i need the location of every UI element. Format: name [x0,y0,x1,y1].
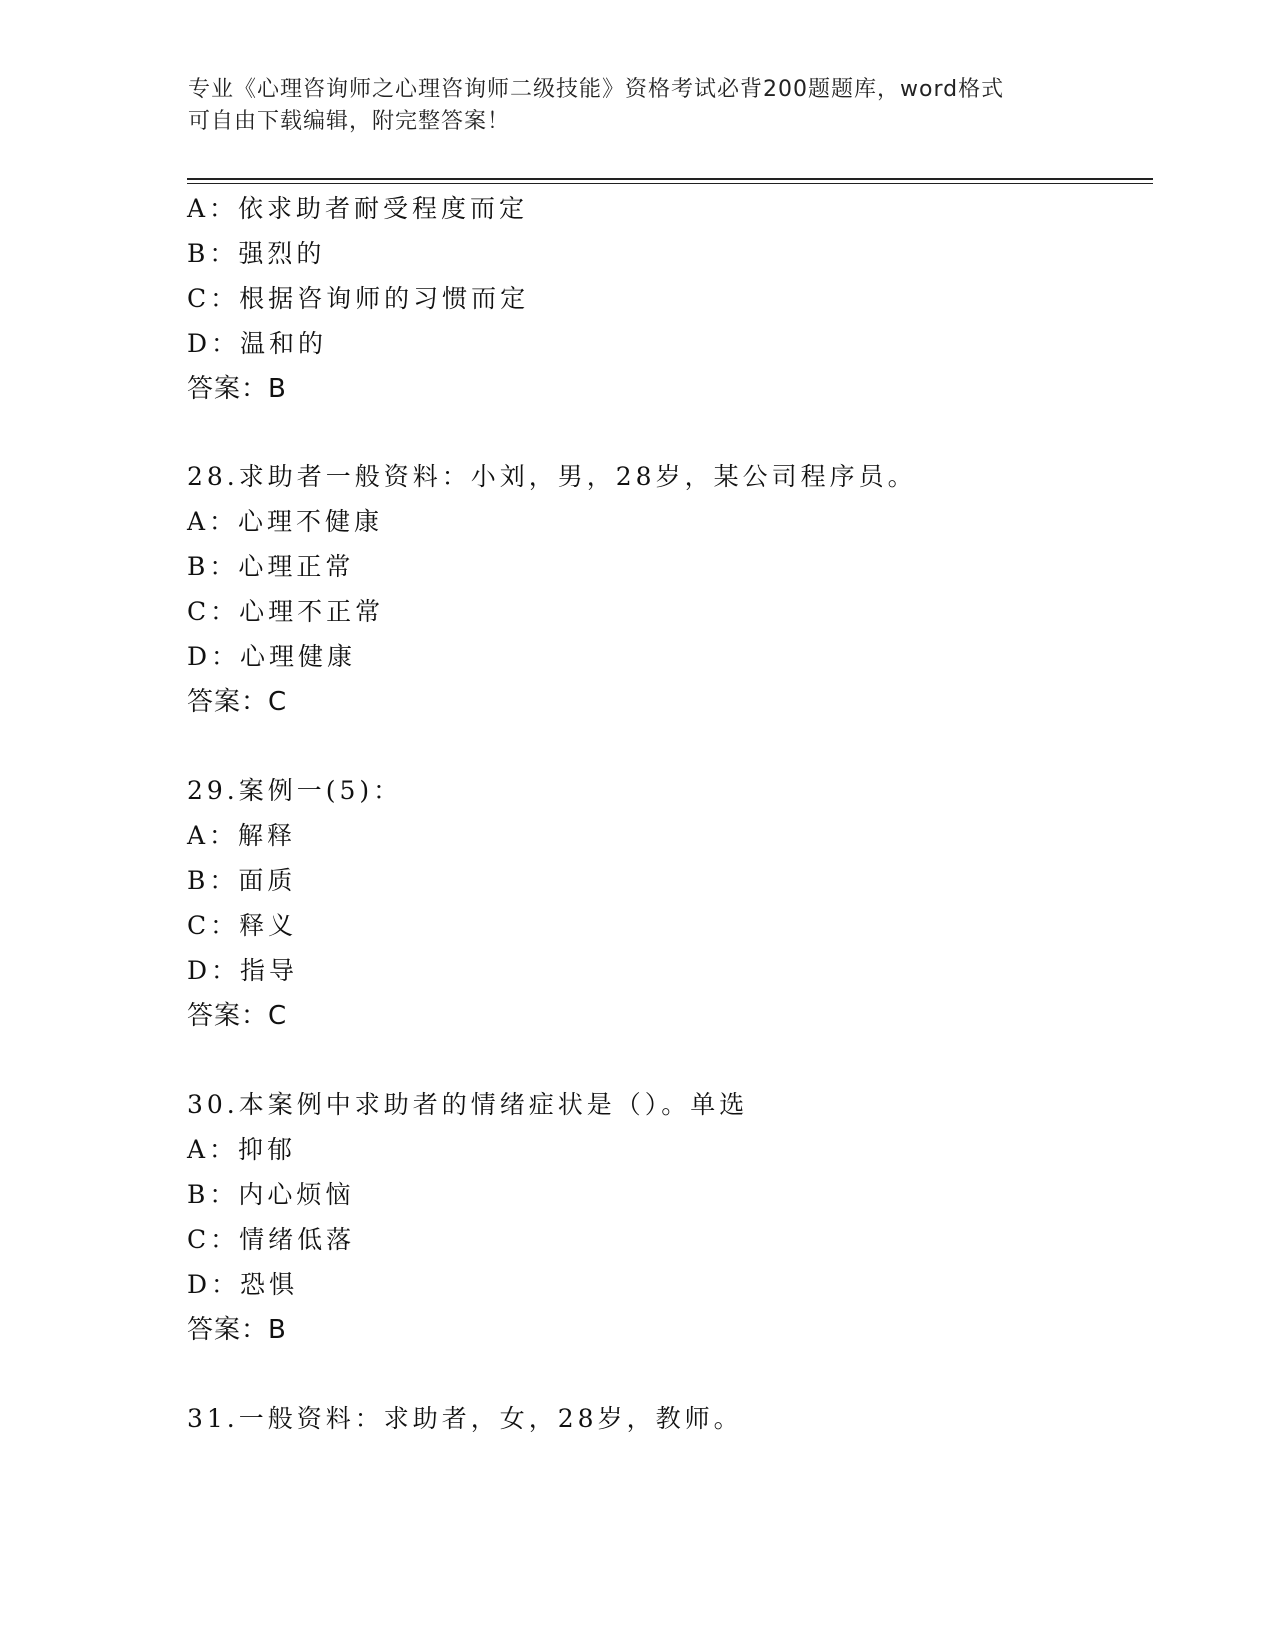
option-b: B：内心烦恼 [187,1180,355,1209]
option-c: C：心理不正常 [187,597,385,626]
answer-line: 答案：B [187,374,287,404]
option-d: D：心理健康 [187,642,357,671]
header-divider-thin [187,183,1153,184]
option-c: C：情绪低落 [187,1225,356,1254]
header-title-line-1: 专业《心理咨询师之心理咨询师二级技能》资格考试必背200题题库，word格式 [188,77,1005,102]
question-29: 29.案例一(5)： [187,776,403,805]
header-title-line-2: 可自由下载编辑，附完整答案！ [188,109,511,134]
option-a: A：心理不健康 [187,507,384,536]
option-c: C：根据咨询师的习惯而定 [187,284,530,313]
option-b: B：强烈的 [187,239,326,268]
question-31: 31.一般资料：求助者，女，28岁，教师。 [187,1404,743,1433]
option-a: A：解释 [187,821,297,850]
question-28: 28.求助者一般资料：小刘，男，28岁，某公司程序员。 [187,462,917,491]
option-d: D：指导 [187,956,299,985]
header-divider-thick [187,178,1153,180]
option-b: B：面质 [187,866,297,895]
question-30: 30.本案例中求助者的情绪症状是（）。单选 [187,1090,749,1119]
option-d: D：恐惧 [187,1270,299,1299]
answer-line: 答案：C [187,1001,288,1031]
option-c: C：释义 [187,911,298,940]
answer-line: 答案：B [187,1315,287,1345]
option-b: B：心理正常 [187,552,355,581]
document-header [188,74,1068,138]
answer-line: 答案：C [187,687,288,717]
option-a: A：依求助者耐受程度而定 [187,194,529,223]
option-d: D：温和的 [187,329,328,358]
option-a: A：抑郁 [187,1135,297,1164]
